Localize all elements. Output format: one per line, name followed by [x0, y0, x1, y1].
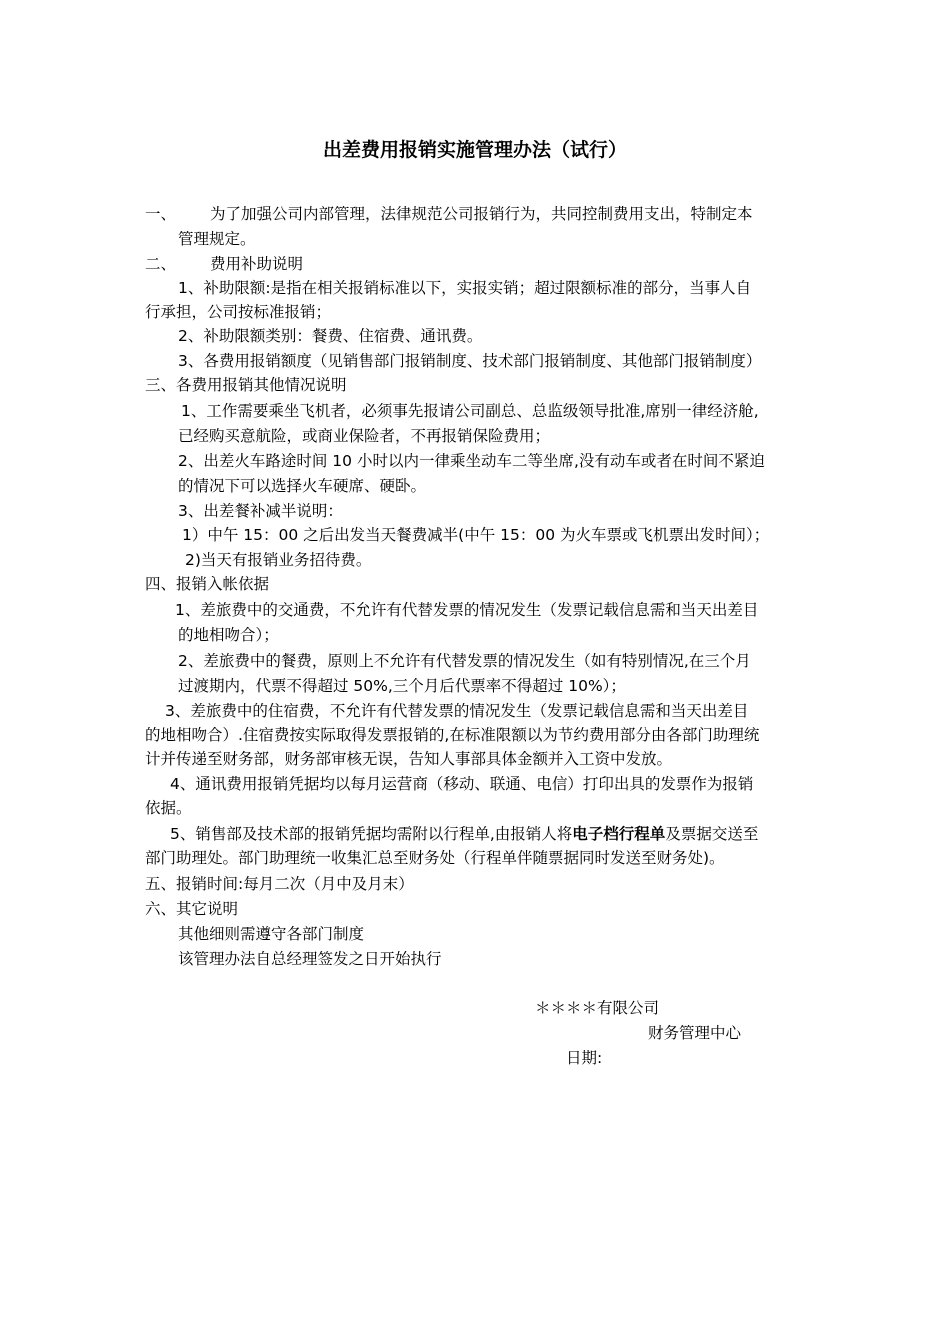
company-name: ＊＊＊＊有限公司 — [535, 999, 660, 1017]
section-4-item-3: 3、差旅费中的住宿费，不允许有代替发票的情况发生（发票记载信息需和当天出差目 — [165, 702, 749, 720]
section-2-item-1-cont: 行承担，公司按标准报销； — [145, 303, 332, 321]
section-3-sub-2: 2)当天有报销业务招待费。 — [185, 551, 372, 569]
section-4-item-4-cont: 依据。 — [145, 799, 192, 817]
section-2-item-3: 3、各费用报销额度（见销售部门报销制度、技术部门报销制度、其他部门报销制度） — [178, 352, 762, 370]
section-3-heading: 三、各费用报销其他情况说明 — [145, 376, 347, 394]
section-6-line-2: 该管理办法自总经理签发之日开始执行 — [178, 950, 442, 968]
section-4-item-5-cont: 部门助理处。部门助理统一收集汇总至财务处（行程单伴随票据同时发送至财务处)。 — [145, 849, 725, 867]
section-4-item-5-bold: 电子档行程单 — [572, 825, 666, 843]
date-label: 日期: — [566, 1049, 603, 1067]
section-4-item-2: 2、差旅费中的餐费，原则上不允许有代替发票的情况发生（如有特别情况,在三个月 — [178, 652, 751, 670]
section-4-item-3-cont: 的地相吻合）.住宿费按实际取得发票报销的,在标准限额以为节约费用部分由各部门助理统 — [145, 726, 760, 744]
section-3-item-2-cont: 的情况下可以选择火车硬席、硬卧。 — [178, 477, 427, 495]
section-6-line-1: 其他细则需遵守各部门制度 — [178, 925, 365, 943]
section-3-item-3: 3、出差餐补减半说明： — [178, 502, 343, 520]
section-4-item-5-text-end: 及票据交送至 — [665, 825, 759, 843]
section-3-item-1-cont: 已经购买意航险，或商业保险者，不再报销保险费用； — [178, 427, 551, 445]
department-name: 财务管理中心 — [648, 1024, 742, 1042]
section-3-item-1: 1、工作需要乘坐飞机者，必须事先报请公司副总、总监级领导批准,席别一律经济舱, — [181, 402, 759, 420]
section-2-item-2: 2、补助限额类别：餐费、住宿费、通讯费。 — [178, 327, 483, 345]
section-4-item-1: 1、差旅费中的交通费，不允许有代替发票的情况发生（发票记载信息需和当天出差目 — [175, 601, 759, 619]
page-title: 出差费用报销实施管理办法（试行） — [322, 139, 627, 161]
section-2-item-1: 1、补助限额:是指在相关报销标准以下，实报实销；超过限额标准的部分，当事人自 — [178, 279, 752, 297]
section-1-number: 一、 — [145, 205, 177, 223]
section-6-heading: 六、其它说明 — [145, 900, 239, 918]
section-4-item-4: 4、通讯费用报销凭据均以每月运营商（移动、联通、电信）打印出具的发票作为报销 — [170, 775, 754, 793]
section-1-text: 为了加强公司内部管理，法律规范公司报销行为，共同控制费用支出，特制定本 — [210, 205, 753, 223]
section-4-heading: 四、报销入帐依据 — [145, 575, 270, 593]
section-4-item-1-cont: 的地相吻合）； — [178, 626, 279, 644]
section-3-sub-1: 1）中午 15：00 之后出发当天餐费减半(中午 15：00 为火车票或飞机票出发时间）； — [182, 526, 770, 544]
section-4-item-5 — [170, 823, 758, 845]
section-4-item-2-cont: 过渡期内，代票不得超过 50%,三个月后代票率不得超过 10%）； — [178, 677, 626, 695]
section-1-text-cont: 管理规定。 — [178, 230, 256, 248]
section-5-heading: 五、报销时间:每月二次（月中及月末） — [145, 875, 414, 893]
section-2-number: 二、 — [145, 255, 177, 273]
section-3-item-2: 2、出差火车路途时间 10 小时以内一律乘坐动车二等坐席,没有动车或者在时间不紧迫 — [178, 452, 765, 470]
section-2-heading: 费用补助说明 — [210, 255, 304, 273]
section-4-item-5-text: 5、销售部及技术部的报销凭据均需附以行程单,由报销人将 — [170, 825, 573, 843]
section-4-item-3-cont-2: 计并传递至财务部，财务部审核无误，告知人事部具体金额并入工资中发放。 — [145, 750, 673, 768]
